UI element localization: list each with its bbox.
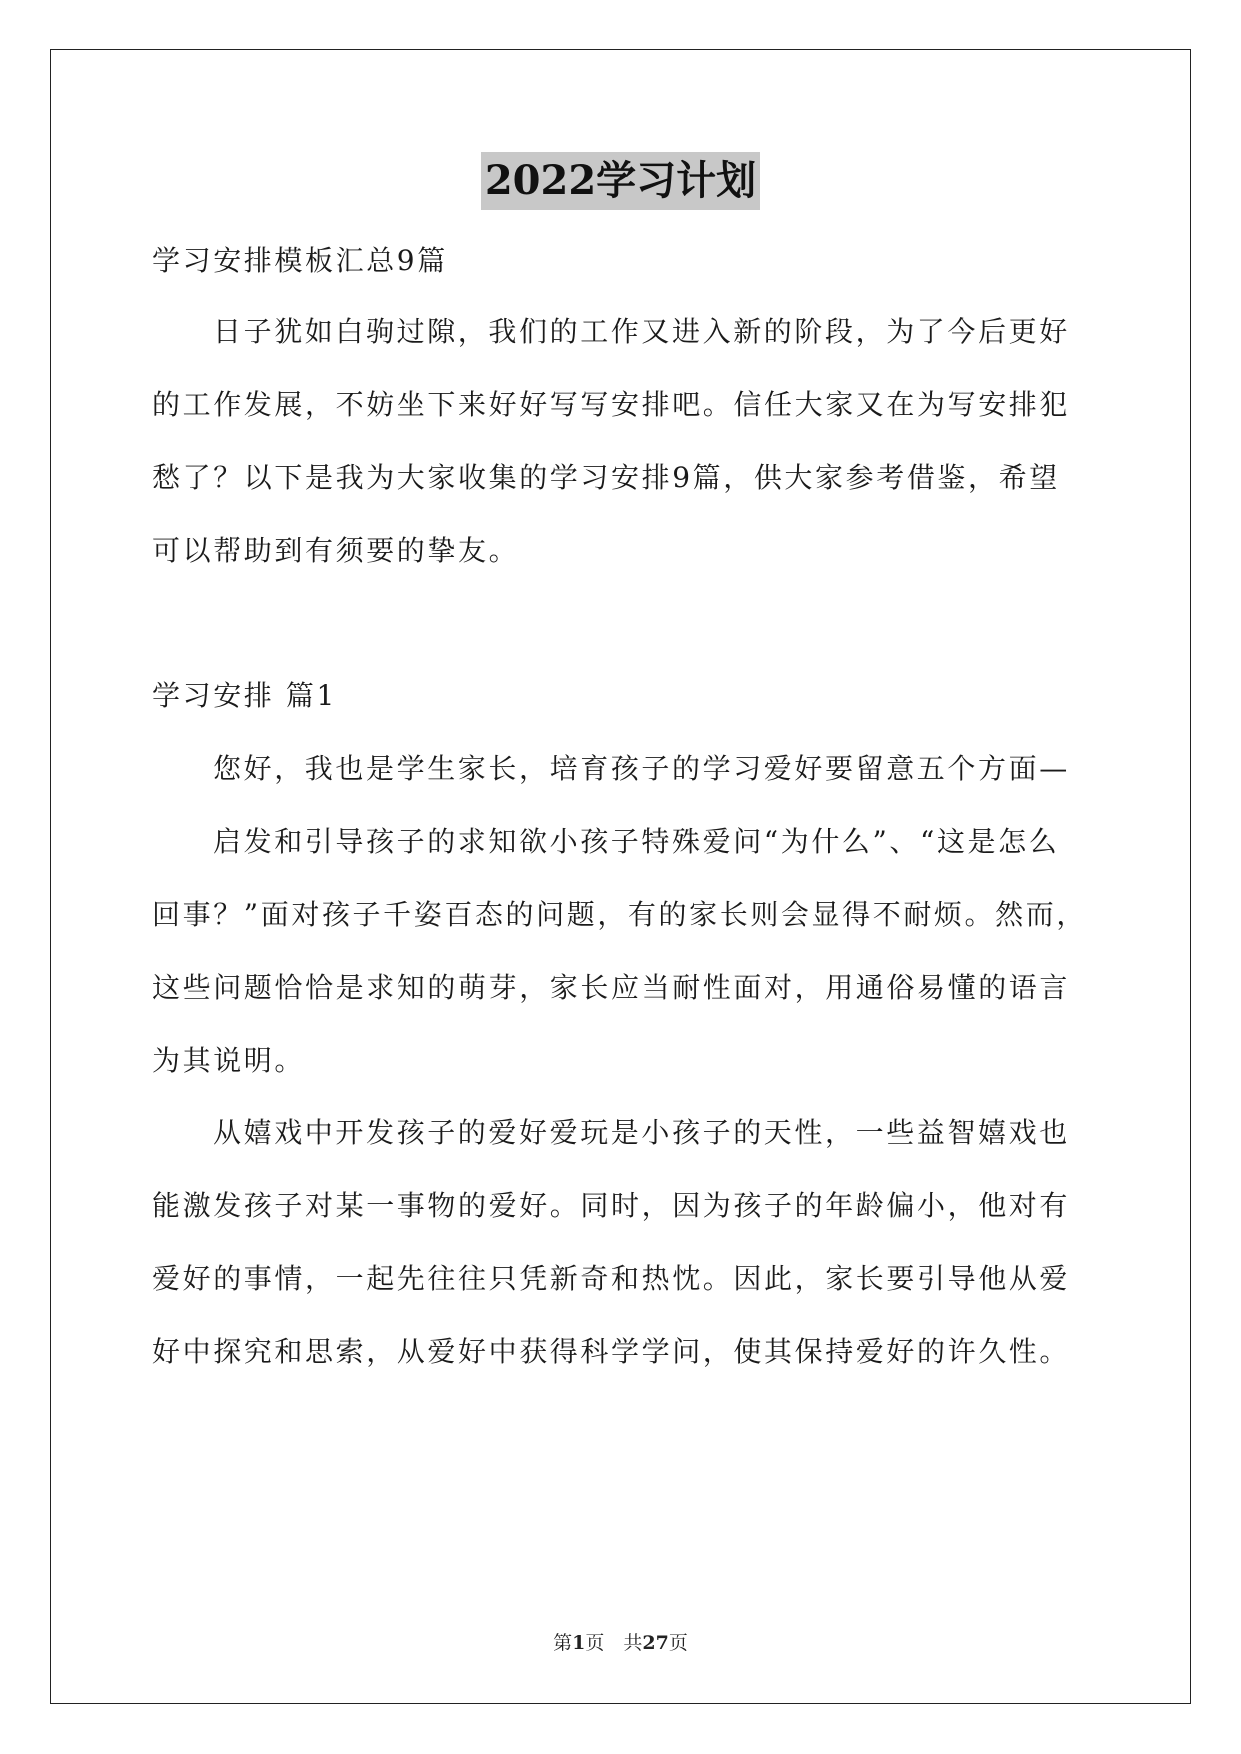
section-line-8: 爱好的事情，一起先往往只凭新奇和热忱。因此，家长要引导他从爱 bbox=[152, 1262, 1071, 1295]
section-heading: 学习安排 篇1 bbox=[152, 679, 337, 712]
section-line-5: 为其说明。 bbox=[152, 1044, 306, 1077]
subtitle: 学习安排模板汇总9篇 bbox=[152, 244, 448, 277]
section-line-4: 这些问题恰恰是求知的萌芽，家长应当耐性面对，用通俗易懂的语言 bbox=[152, 971, 1071, 1004]
section-line-1: 您好，我也是学生家长，培育孩子的学习爱好要留意五个方面— bbox=[213, 752, 1070, 785]
intro-line-2: 的工作发展，不妨坐下来好好写写安排吧。信任大家又在为写安排犯 bbox=[152, 388, 1071, 421]
footer-page-suffix: 页 bbox=[668, 1632, 688, 1654]
intro-line-1: 日子犹如白驹过隙，我们的工作又进入新的阶段，为了今后更好 bbox=[213, 315, 1070, 348]
footer-page-prefix: 第 bbox=[553, 1632, 573, 1654]
footer-page-mid: 页 共 bbox=[585, 1632, 643, 1654]
intro-line-3: 愁了？以下是我为大家收集的学习安排9篇，供大家参考借鉴，希望 bbox=[152, 461, 1060, 494]
section-line-3: 回事？”面对孩子千姿百态的问题，有的家长则会显得不耐烦。然而， bbox=[152, 898, 1087, 931]
section-line-6: 从嬉戏中开发孩子的爱好爱玩是小孩子的天性，一些益智嬉戏也 bbox=[213, 1116, 1070, 1149]
section-line-9: 好中探究和思索，从爱好中获得科学学问，使其保持爱好的许久性。 bbox=[152, 1335, 1071, 1368]
document-title: 2022学习计划 bbox=[481, 152, 760, 210]
footer-page-total: 27 bbox=[642, 1632, 669, 1654]
page-footer bbox=[0, 1628, 1241, 1655]
page-border bbox=[50, 49, 1191, 1704]
section-line-7: 能激发孩子对某一事物的爱好。同时，因为孩子的年龄偏小，他对有 bbox=[152, 1189, 1071, 1222]
intro-line-4: 可以帮助到有须要的挚友。 bbox=[152, 534, 520, 567]
footer-page-number: 1 bbox=[572, 1632, 586, 1654]
section-line-2: 启发和引导孩子的求知欲小孩子特殊爱问“为什么”、“这是怎么 bbox=[213, 825, 1060, 858]
title-container bbox=[0, 152, 1241, 210]
